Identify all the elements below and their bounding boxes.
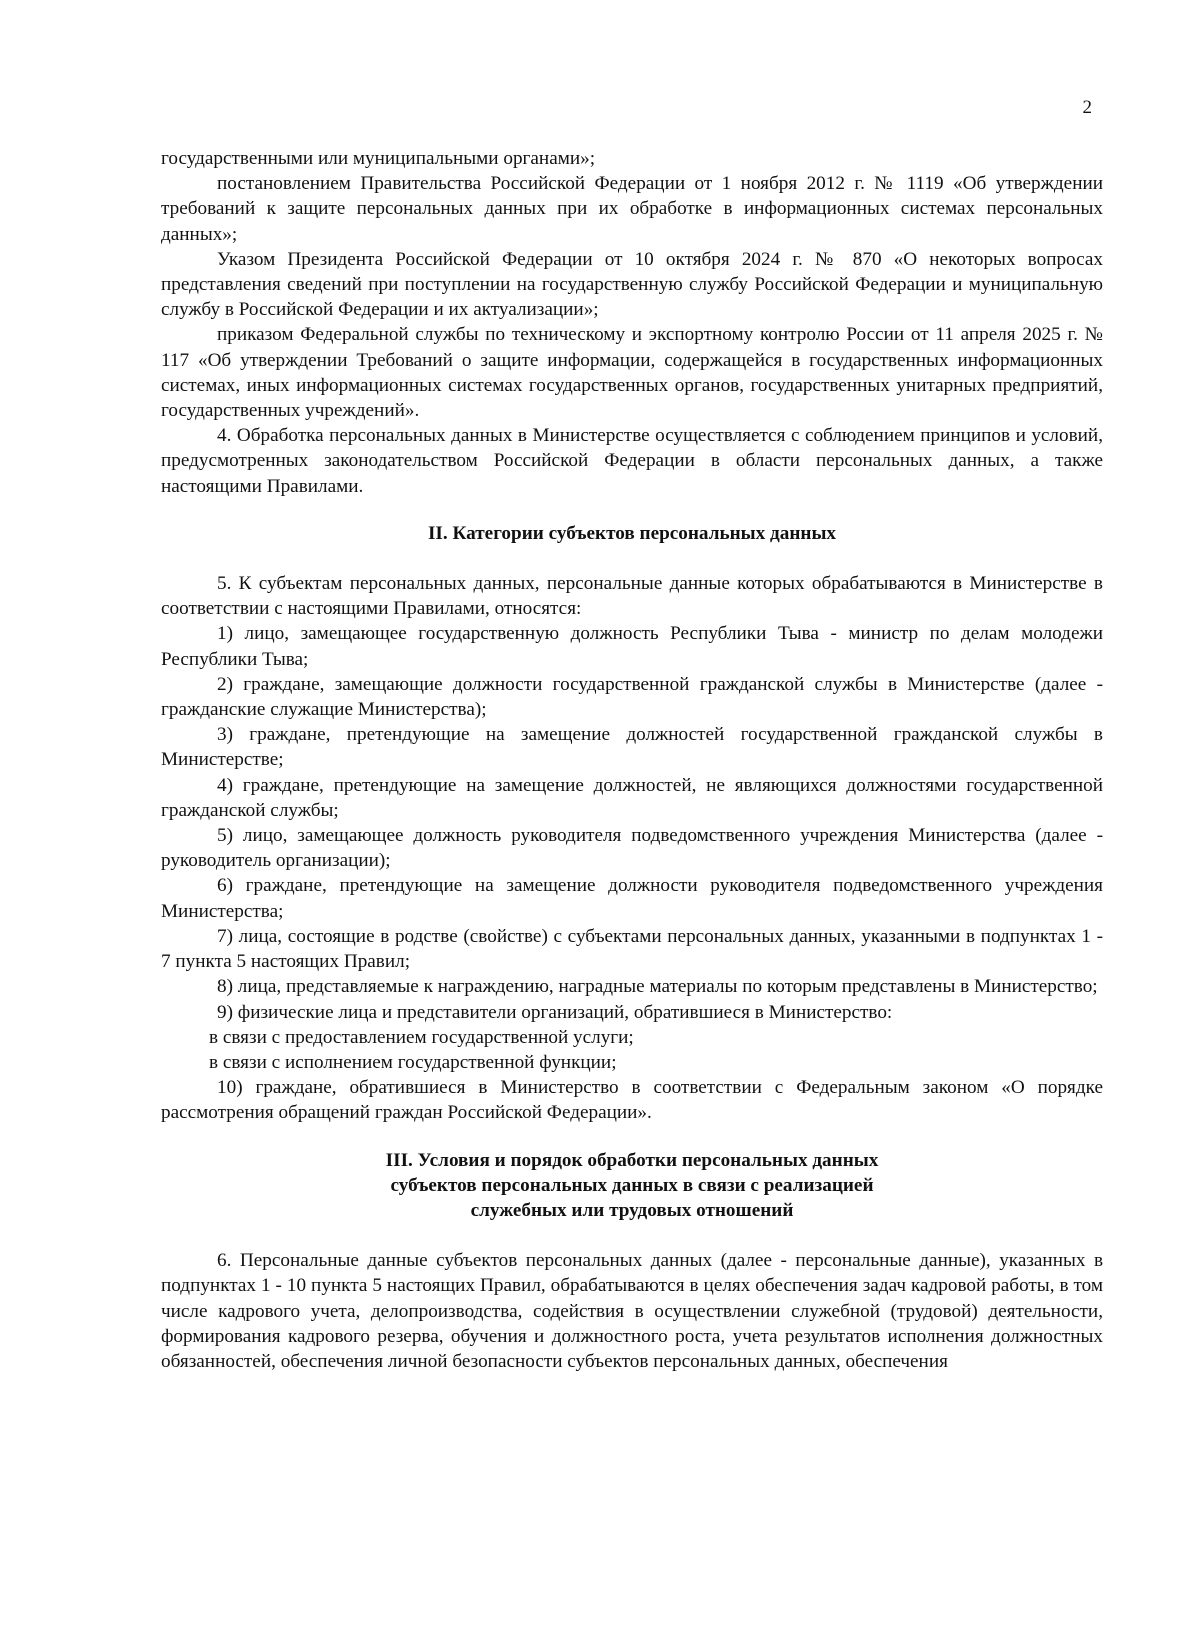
paragraph: 8) лица, представляемые к награждению, наградные материалы по которым представлены в Министерство; bbox=[217, 976, 1098, 998]
paragraph: 1) лицо, замещающее государственную должность Республики Тыва - министр по делам молодежи Республики Тыва; bbox=[161, 623, 1103, 670]
paragraph: 2) граждане, замещающие должности государственной гражданской службы в Министерстве (далее - гражданские служащие Министерства); bbox=[161, 673, 1103, 721]
paragraph: постановлением Правительства Российской Федерации от 1 ноября 2012 г. № 1119 «Об утверждении требований к защите персональных данных при их обработке в информационных системах персональных данных»; bbox=[161, 173, 1103, 245]
section-heading: II. Категории субъектов персональных данных bbox=[427, 522, 837, 544]
paragraph: 10) граждане, обратившиеся в Министерство в соответствии с Федеральным законом «О порядке рассмотрения обращений граждан Российской Федерации». bbox=[161, 1077, 1103, 1124]
section-heading: III. Условия и порядок обработки персональных данных bbox=[385, 1149, 879, 1171]
paragraph: 5) лицо, замещающее должность руководителя подведомственного учреждения Министерства (далее - руководитель организации); bbox=[161, 825, 1103, 872]
paragraph: в связи с исполнением государственной функции; bbox=[209, 1051, 617, 1073]
paragraph: 4) граждане, претендующие на замещение должностей, не являющихся должностями государственной гражданской службы; bbox=[161, 774, 1103, 821]
paragraph: 9) физические лица и представители организаций, обратившиеся в Министерство: bbox=[217, 1001, 893, 1023]
paragraph: 6. Персональные данные субъектов персональных данных (далее - персональные данные), указанных в подпунктах 1 - 10 пункта 5 настоящих Правил, обрабатываются в целях обеспечения задач кадровой работы, в том числе кадрового учета, делопроизводства, содействия в осуществлении служебной (трудовой) деятельности, формирования кадрового резерва, обучения и должностного роста, учета результатов исполнения должностных обязанностей, обеспечения личной безопасности субъектов персональных данных, обеспечения bbox=[161, 1250, 1103, 1372]
section-heading: субъектов персональных данных в связи с реализацией bbox=[390, 1174, 874, 1196]
paragraph: приказом Федеральной службы по техническому и экспортному контролю России от 11 апреля 2025 г. № 117 «Об утверждении Требований о защите информации, содержащейся в государственных информационных системах, иных информационных системах государственных органов, государственных унитарных предприятий, государственных учреждений». bbox=[161, 324, 1103, 422]
document-body bbox=[161, 146, 1103, 1374]
paragraph: 5. К субъектам персональных данных, персональные данные которых обрабатываются в Министерстве в соответствии с настоящими Правилами, относятся: bbox=[161, 573, 1103, 620]
section-heading: служебных или трудовых отношений bbox=[470, 1199, 794, 1221]
paragraph: в связи с предоставлением государственной услуги; bbox=[209, 1026, 634, 1048]
paragraph: государственными или муниципальными органами»; bbox=[161, 148, 596, 169]
paragraph: 7) лица, состоящие в родстве (свойстве) с субъектами персональных данных, указанными в подпунктах 1 - 7 пункта 5 настоящих Правил; bbox=[161, 925, 1103, 973]
paragraph: 4. Обработка персональных данных в Министерстве осуществляется с соблюдением принципов и условий, предусмотренных законодательством Российской Федерации в области персональных данных, а также настоящими Правилами. bbox=[161, 425, 1103, 497]
page-number: 2 bbox=[1082, 97, 1092, 118]
paragraph: 6) граждане, претендующие на замещение должности руководителя подведомственного учреждения Министерства; bbox=[161, 875, 1103, 922]
paragraph: Указом Президента Российской Федерации от 10 октября 2024 г. № 870 «О некоторых вопросах представления сведений при поступлении на государственную службу Российской Федерации и муниципальную службу в Российской Федерации и их актуализации»; bbox=[161, 248, 1103, 321]
paragraph: 3) граждане, претендующие на замещение должностей государственной гражданской службы в Министерстве; bbox=[161, 724, 1103, 771]
